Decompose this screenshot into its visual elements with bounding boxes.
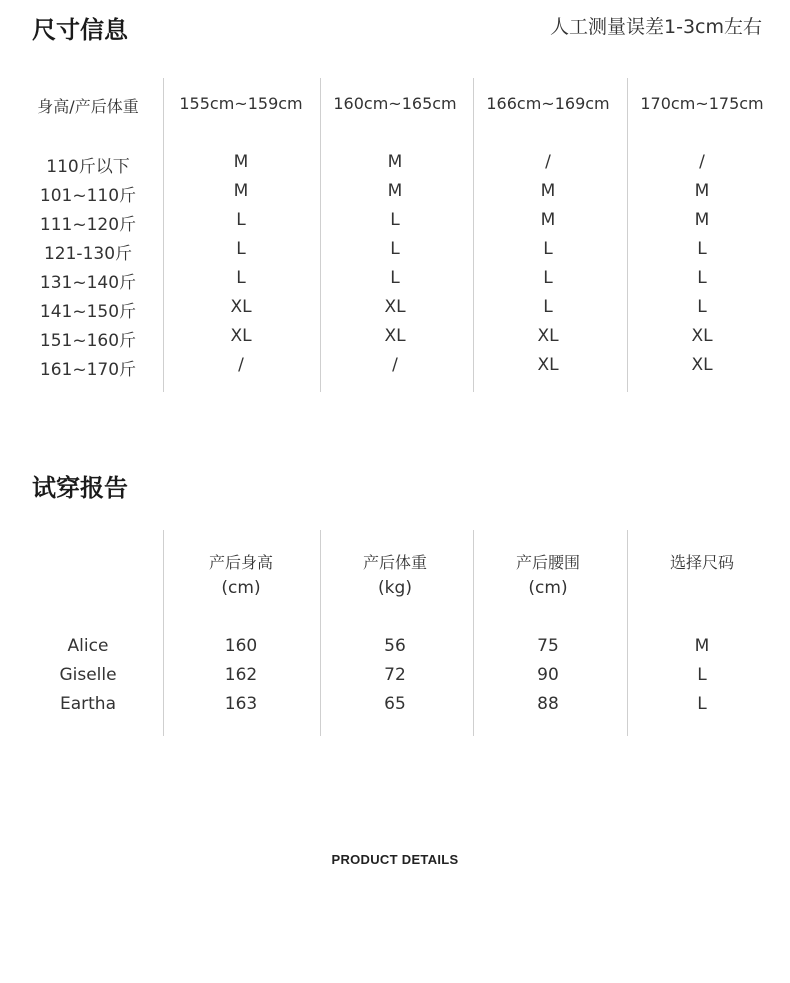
weight-row-label: 161~170斤	[39, 360, 137, 380]
size-cell: /	[545, 152, 551, 172]
size-cell: /	[238, 355, 244, 375]
fitting-report-title: 试穿报告	[32, 474, 128, 502]
fitting-column-header: 选择尺码	[669, 553, 734, 572]
tester-name: Eartha	[59, 694, 116, 714]
fitting-column-unit: (cm)	[221, 578, 261, 598]
height-column-header: 166cm~169cm	[486, 94, 610, 113]
size-cell: XL	[384, 326, 406, 346]
height-column-header: 170cm~175cm	[640, 94, 764, 113]
measurement-note: 人工测量误差1-3cm左右	[550, 16, 762, 38]
size-cell: /	[392, 355, 398, 375]
fitting-column-unit: (cm)	[528, 578, 568, 598]
fitting-value-cell: L	[697, 665, 707, 685]
size-cell: XL	[230, 326, 252, 346]
size-cell: XL	[230, 297, 252, 317]
size-cell: L	[543, 297, 553, 317]
size-cell: M	[540, 181, 556, 201]
fitting-value-cell: L	[697, 694, 707, 714]
fitting-value-cell: 56	[384, 636, 406, 656]
size-cell: L	[236, 210, 246, 230]
size-cell: M	[233, 181, 249, 201]
tester-name: Giselle	[59, 665, 117, 685]
size-cell: L	[697, 268, 707, 288]
fitting-column-header: 产后身高	[208, 553, 273, 572]
size-cell: L	[390, 210, 400, 230]
weight-row-label: 110斤以下	[46, 157, 130, 177]
fitting-value-cell: 75	[537, 636, 559, 656]
fitting-value-cell: 163	[224, 694, 258, 714]
size-cell: M	[694, 210, 710, 230]
size-cell: L	[543, 268, 553, 288]
size-cell: M	[694, 181, 710, 201]
height-column-header: 160cm~165cm	[333, 94, 457, 113]
size-cell: L	[390, 268, 400, 288]
fitting-value-cell: 90	[537, 665, 559, 685]
size-cell: XL	[384, 297, 406, 317]
size-cell: M	[233, 152, 249, 172]
size-cell: L	[697, 297, 707, 317]
height-column-header: 155cm~159cm	[179, 94, 303, 113]
size-cell: /	[699, 152, 705, 172]
corner-header: 身高/产后体重	[37, 97, 139, 116]
fitting-value-cell: 88	[537, 694, 559, 714]
size-cell: L	[236, 268, 246, 288]
weight-row-label: 131~140斤	[39, 273, 137, 293]
size-cell: L	[697, 239, 707, 259]
weight-row-label: 111~120斤	[39, 215, 137, 235]
size-info-title: 尺寸信息	[32, 16, 128, 44]
weight-row-label: 151~160斤	[39, 331, 137, 351]
size-cell: XL	[691, 355, 713, 375]
fitting-value-cell: 162	[224, 665, 258, 685]
tester-name: Alice	[67, 636, 109, 656]
size-cell: XL	[691, 326, 713, 346]
fitting-column-header: 产后体重	[362, 553, 427, 572]
size-cell: L	[236, 239, 246, 259]
fitting-value-cell: M	[694, 636, 710, 656]
size-cell: M	[387, 152, 403, 172]
size-cell: L	[390, 239, 400, 259]
weight-row-label: 121-130斤	[43, 244, 133, 264]
fitting-column-header: 产后腰围	[515, 553, 580, 572]
weight-row-label: 101~110斤	[39, 186, 137, 206]
size-cell: M	[540, 210, 556, 230]
fitting-value-cell: 160	[224, 636, 258, 656]
fitting-value-cell: 72	[384, 665, 406, 685]
fitting-value-cell: 65	[384, 694, 406, 714]
size-cell: L	[543, 239, 553, 259]
weight-row-label: 141~150斤	[39, 302, 137, 322]
size-cell: XL	[537, 355, 559, 375]
fitting-column-unit: (kg)	[378, 578, 412, 598]
product-details-label: PRODUCT DETAILS	[331, 852, 459, 867]
size-cell: XL	[537, 326, 559, 346]
size-cell: M	[387, 181, 403, 201]
